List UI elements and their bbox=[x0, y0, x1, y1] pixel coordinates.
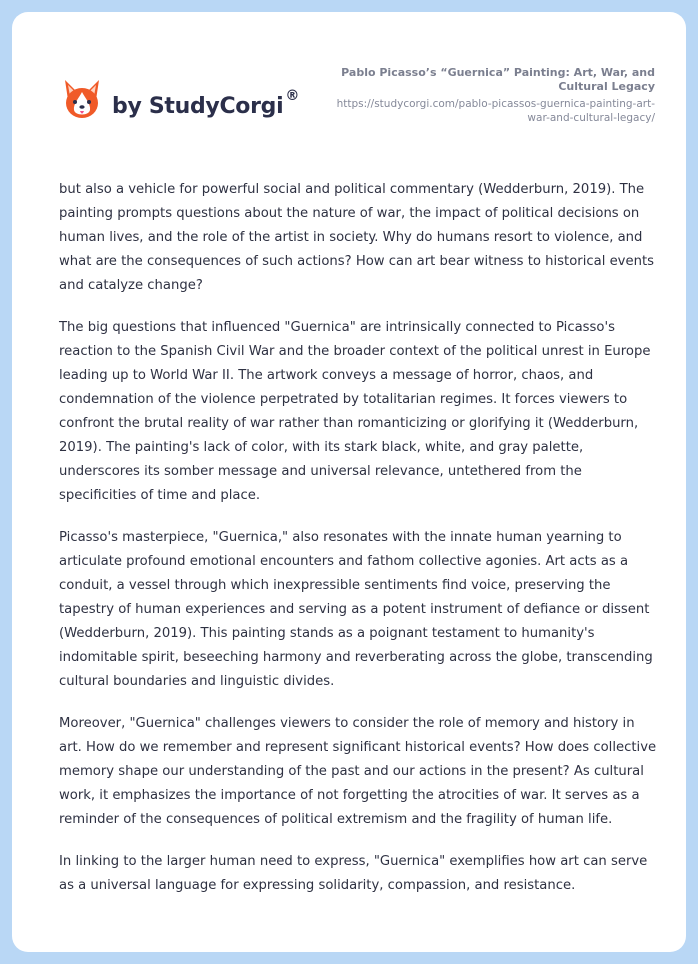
corgi-logo-icon bbox=[61, 76, 103, 122]
document-page bbox=[12, 12, 686, 952]
brand-name[interactable] bbox=[112, 88, 300, 119]
body-paragraph: but also a vehicle for powerful social and political commentary (Wedderburn, 2019). The painting prompts questions about the nature of war, the impact of political decisions on human lives, and the role of the artist in society. Why do humans resort to violence, and what are the consequences of such actions? How can art bear witness to historical events and catalyze change? bbox=[59, 182, 654, 293]
brand-logo[interactable] bbox=[61, 76, 103, 122]
document-title: Pablo Picasso’s “Guernica” Painting: Art, War, and Cultural Legacy bbox=[341, 66, 655, 93]
document-url[interactable]: https://studycorgi.com/pablo-picassos-guernica-painting-art-war-and-cultural-legacy/ bbox=[336, 98, 655, 124]
body-paragraph: Picasso's masterpiece, "Guernica," also resonates with the innate human yearning to articulate profound emotional encounters and fathom collective agonies. Art acts as a conduit, a vessel through which inexpressible sentiments find voice, preserving the tapestry of human experiences and serving as a potent instrument of defiance or dissent (Wedderburn, 2019). This painting stands as a poignant testament to humanity's indomitable spirit, beseeching harmony and reverberating across the globe, transcending cultural boundaries and linguistic divides. bbox=[59, 530, 653, 689]
document-header bbox=[315, 66, 655, 125]
registered-mark: ® bbox=[285, 88, 300, 104]
body-paragraph: Moreover, "Guernica" challenges viewers to consider the role of memory and history in art. How do we remember and represent significant historical events? How does collective memory shape our understanding of the past and our actions in the present? As cultural work, it emphasizes the importance of not forgetting the atrocities of war. It serves as a reminder of the consequences of political extremism and the fragility of human life. bbox=[59, 716, 657, 827]
body-paragraph: The big questions that influenced "Guernica" are intrinsically connected to Picasso's reaction to the Spanish Civil War and the broader context of the political unrest in Europe leading up to World War II. The artwork conveys a message of horror, chaos, and condemnation of the violence perpetrated by totalitarian regimes. It forces viewers to confront the brutal reality of war rather than romanticizing or glorifying it (Wedderburn, 2019). The painting's lack of color, with its stark black, white, and gray palette, underscores its somber message and universal relevance, untethered from the specificities of time and place. bbox=[59, 320, 651, 503]
document-body bbox=[59, 178, 659, 916]
body-paragraph: In linking to the larger human need to express, "Guernica" exemplifies how art can serve as a universal language for expressing solidarity, compassion, and resistance. bbox=[59, 854, 648, 893]
brand-name-text: by StudyCorgi bbox=[112, 94, 284, 119]
